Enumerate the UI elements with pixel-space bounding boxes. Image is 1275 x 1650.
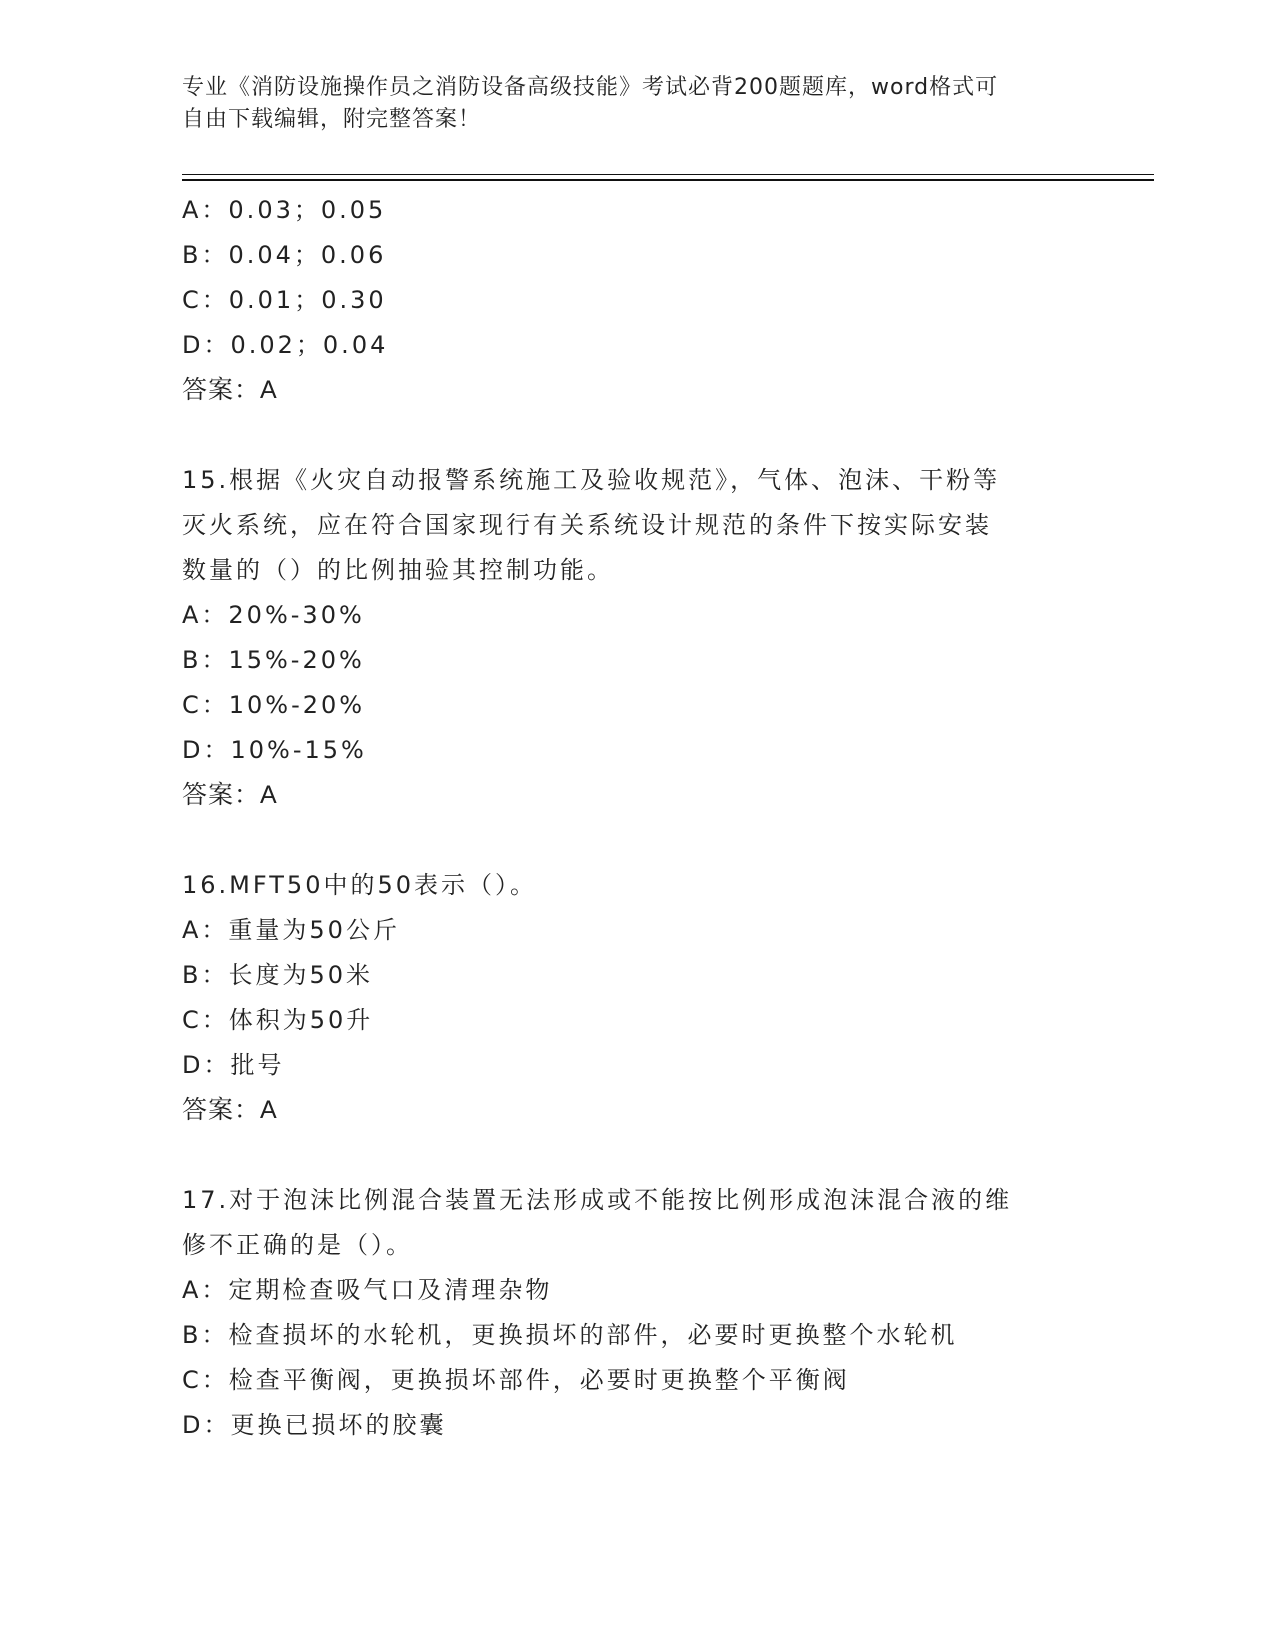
option-b: B：长度为50米 [182, 961, 374, 989]
option-d: D：批号 [182, 1051, 285, 1079]
answer-text: 答案：A [182, 1096, 278, 1124]
option-a: A：20%-30% [182, 601, 365, 629]
question-text-line: 数量的（）的比例抽验其控制功能。 [182, 556, 614, 584]
header-line-1: 专业《消防设施操作员之消防设备高级技能》考试必背200题题库，word格式可 [182, 75, 999, 100]
option-a: A：定期检查吸气口及清理杂物 [182, 1276, 553, 1304]
option-c: C：10%-20% [182, 691, 366, 719]
option-c: C：0.01；0.30 [182, 286, 387, 314]
option-a: A：0.03；0.05 [182, 196, 387, 224]
question-text-line: 修不正确的是（）。 [182, 1231, 413, 1259]
option-b: B：0.04；0.06 [182, 241, 387, 269]
question-15 [182, 458, 1082, 818]
header-line-2: 自由下载编辑，附完整答案！ [182, 107, 482, 132]
option-d: D：0.02；0.04 [182, 331, 389, 359]
option-c: C：检查平衡阀，更换损坏部件，必要时更换整个平衡阀 [182, 1366, 850, 1394]
spacer [182, 1133, 1082, 1178]
header-divider-thick [182, 179, 1154, 181]
question-text-line: 灭火系统，应在符合国家现行有关系统设计规范的条件下按实际安装 [182, 511, 992, 539]
question-text-line: 16.MFT50中的50表示（）。 [182, 871, 537, 899]
answer-text: 答案：A [182, 781, 278, 809]
question-text-line: 15.根据《火灾自动报警系统施工及验收规范》，气体、泡沫、干粉等 [182, 466, 1001, 494]
header-divider-thin [182, 174, 1154, 175]
question-content [182, 188, 1082, 1448]
question-text-line: 17.对于泡沫比例混合装置无法形成或不能按比例形成泡沫混合液的维 [182, 1186, 1013, 1214]
spacer [182, 818, 1082, 863]
option-c: C：体积为50升 [182, 1006, 374, 1034]
option-d: D：更换已损坏的胶囊 [182, 1411, 447, 1439]
question-14-continued [182, 188, 1082, 413]
question-16 [182, 863, 1082, 1133]
option-b: B：检查损坏的水轮机，更换损坏的部件，必要时更换整个水轮机 [182, 1321, 958, 1349]
spacer [182, 413, 1082, 458]
option-a: A：重量为50公斤 [182, 916, 400, 944]
document-header [182, 72, 1062, 136]
answer-text: 答案：A [182, 376, 278, 404]
option-b: B：15%-20% [182, 646, 365, 674]
option-d: D：10%-15% [182, 736, 367, 764]
question-17 [182, 1178, 1082, 1448]
